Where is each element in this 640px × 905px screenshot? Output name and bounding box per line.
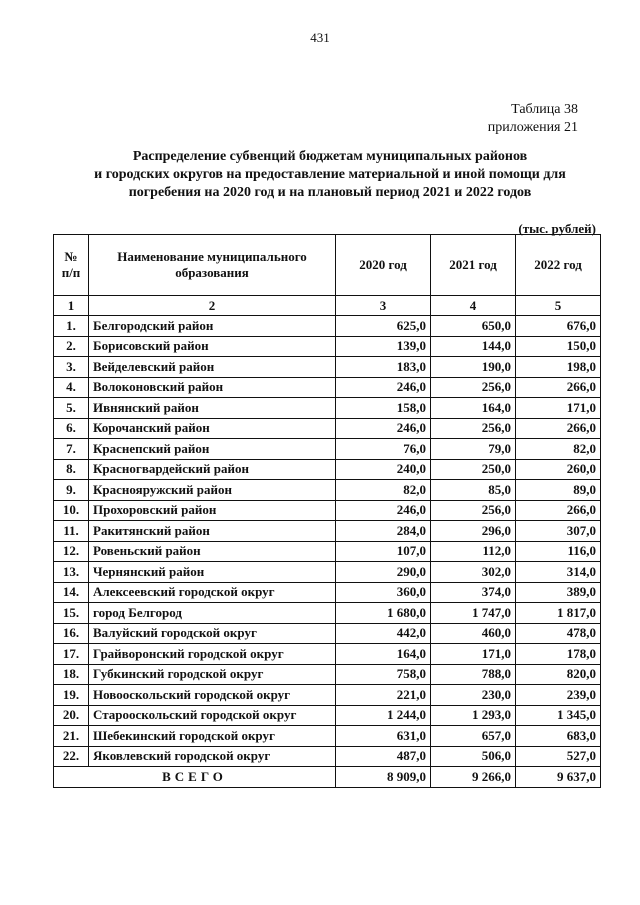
subvention-table: [53, 234, 601, 788]
row-number: 11.: [54, 521, 89, 542]
column-number: 5: [516, 296, 601, 316]
value-2022: 307,0: [516, 521, 601, 542]
table-row: [54, 500, 601, 521]
row-number: 17.: [54, 644, 89, 665]
value-2021: 788,0: [431, 664, 516, 685]
document-title: [60, 148, 600, 202]
column-number: 4: [431, 296, 516, 316]
row-number: 18.: [54, 664, 89, 685]
row-number: 4.: [54, 377, 89, 398]
value-2021: 112,0: [431, 541, 516, 562]
row-name: Губкинский городской округ: [89, 664, 336, 685]
header-2021: 2021 год: [431, 235, 516, 296]
row-name: Старооскольский городской округ: [89, 705, 336, 726]
value-2022: 820,0: [516, 664, 601, 685]
value-2022: 683,0: [516, 726, 601, 747]
title-line-2: и городских округов на предоставление материальной и иной помощи для: [94, 167, 566, 182]
value-2020: 107,0: [336, 541, 431, 562]
header-name: Наименование муниципального образования: [89, 235, 336, 296]
table-row: [54, 562, 601, 583]
table-row: [54, 582, 601, 603]
value-2021: 650,0: [431, 316, 516, 337]
table-row: [54, 357, 601, 378]
header-row: [54, 235, 601, 296]
value-2021: 171,0: [431, 644, 516, 665]
column-number: 1: [54, 296, 89, 316]
value-2022: 171,0: [516, 398, 601, 419]
value-2021: 460,0: [431, 623, 516, 644]
total-2021: 9 266,0: [431, 767, 516, 788]
row-number: 12.: [54, 541, 89, 562]
row-number: 8.: [54, 459, 89, 480]
value-2021: 1 747,0: [431, 603, 516, 624]
value-2021: 302,0: [431, 562, 516, 583]
value-2021: 79,0: [431, 439, 516, 460]
value-2021: 1 293,0: [431, 705, 516, 726]
value-2022: 266,0: [516, 377, 601, 398]
table-row: [54, 685, 601, 706]
row-name: Вейделевский район: [89, 357, 336, 378]
table-row: [54, 726, 601, 747]
column-numbers-row: [54, 296, 601, 316]
row-number: 6.: [54, 418, 89, 439]
value-2021: 164,0: [431, 398, 516, 419]
table-row: [54, 398, 601, 419]
value-2022: 478,0: [516, 623, 601, 644]
row-name: Краснепский район: [89, 439, 336, 460]
value-2021: 657,0: [431, 726, 516, 747]
table-row: [54, 644, 601, 665]
value-2022: 260,0: [516, 459, 601, 480]
row-name: Новооскольский городской округ: [89, 685, 336, 706]
column-number: 3: [336, 296, 431, 316]
column-number: 2: [89, 296, 336, 316]
row-number: 2.: [54, 336, 89, 357]
table-row: [54, 521, 601, 542]
table-row: [54, 418, 601, 439]
row-name: Алексеевский городской округ: [89, 582, 336, 603]
row-number: 3.: [54, 357, 89, 378]
value-2022: 178,0: [516, 644, 601, 665]
row-number: 19.: [54, 685, 89, 706]
value-2021: 190,0: [431, 357, 516, 378]
value-2021: 374,0: [431, 582, 516, 603]
value-2022: 527,0: [516, 746, 601, 767]
total-2020: 8 909,0: [336, 767, 431, 788]
value-2020: 158,0: [336, 398, 431, 419]
row-number: 14.: [54, 582, 89, 603]
total-row: [54, 767, 601, 788]
table-row: [54, 664, 601, 685]
value-2020: 442,0: [336, 623, 431, 644]
total-label: ВСЕГО: [54, 767, 336, 788]
row-name: город Белгород: [89, 603, 336, 624]
value-2020: 246,0: [336, 500, 431, 521]
value-2020: 631,0: [336, 726, 431, 747]
value-2021: 85,0: [431, 480, 516, 501]
header-number-line-1: №: [64, 249, 78, 264]
row-number: 21.: [54, 726, 89, 747]
value-2020: 246,0: [336, 377, 431, 398]
row-name: Корочанский район: [89, 418, 336, 439]
value-2020: 240,0: [336, 459, 431, 480]
value-2021: 256,0: [431, 500, 516, 521]
table-reference: [488, 101, 578, 137]
row-name: Яковлевский городской округ: [89, 746, 336, 767]
table-row: [54, 316, 601, 337]
row-number: 13.: [54, 562, 89, 583]
row-number: 10.: [54, 500, 89, 521]
row-number: 15.: [54, 603, 89, 624]
value-2020: 183,0: [336, 357, 431, 378]
row-name: Ивнянский район: [89, 398, 336, 419]
value-2020: 164,0: [336, 644, 431, 665]
table-ref-line-2: приложения 21: [487, 120, 578, 135]
value-2020: 1 680,0: [336, 603, 431, 624]
value-2022: 116,0: [516, 541, 601, 562]
row-name: Валуйский городской округ: [89, 623, 336, 644]
value-2021: 296,0: [431, 521, 516, 542]
value-2022: 198,0: [516, 357, 601, 378]
table-row: [54, 480, 601, 501]
row-number: 1.: [54, 316, 89, 337]
value-2022: 89,0: [516, 480, 601, 501]
value-2022: 266,0: [516, 500, 601, 521]
value-2020: 139,0: [336, 336, 431, 357]
value-2022: 239,0: [516, 685, 601, 706]
page-number: 431: [310, 30, 330, 45]
row-name: Ракитянский район: [89, 521, 336, 542]
value-2022: 389,0: [516, 582, 601, 603]
value-2020: 76,0: [336, 439, 431, 460]
table-row: [54, 377, 601, 398]
title-line-1: Распределение субвенций бюджетам муниципальных районов: [132, 149, 528, 164]
row-name: Борисовский район: [89, 336, 336, 357]
row-name: Волоконовский район: [89, 377, 336, 398]
row-name: Прохоровский район: [89, 500, 336, 521]
value-2022: 150,0: [516, 336, 601, 357]
value-2022: 676,0: [516, 316, 601, 337]
title-line-3: погребения на 2020 год и на плановый период 2021 и 2022 годов: [128, 185, 532, 200]
row-number: 16.: [54, 623, 89, 644]
row-name: Красногвардейский район: [89, 459, 336, 480]
header-number-line-2: п/п: [61, 265, 81, 280]
row-name: Грайворонский городской округ: [89, 644, 336, 665]
table-row: [54, 603, 601, 624]
table-row: [54, 705, 601, 726]
value-2021: 506,0: [431, 746, 516, 767]
value-2020: 360,0: [336, 582, 431, 603]
value-2021: 230,0: [431, 685, 516, 706]
row-name: Краснояружский район: [89, 480, 336, 501]
row-name: Ровеньский район: [89, 541, 336, 562]
value-2020: 625,0: [336, 316, 431, 337]
row-number: 22.: [54, 746, 89, 767]
value-2020: 221,0: [336, 685, 431, 706]
row-number: 5.: [54, 398, 89, 419]
value-2020: 758,0: [336, 664, 431, 685]
value-2020: 284,0: [336, 521, 431, 542]
value-2021: 256,0: [431, 418, 516, 439]
table-row: [54, 336, 601, 357]
row-name: Чернянский район: [89, 562, 336, 583]
row-number: 7.: [54, 439, 89, 460]
row-name: Белгородский район: [89, 316, 336, 337]
value-2020: 82,0: [336, 480, 431, 501]
value-2021: 144,0: [431, 336, 516, 357]
value-2020: 487,0: [336, 746, 431, 767]
row-number: 20.: [54, 705, 89, 726]
header-2022: 2022 год: [516, 235, 601, 296]
table-row: [54, 746, 601, 767]
value-2021: 256,0: [431, 377, 516, 398]
table-row: [54, 439, 601, 460]
table-ref-line-1: Таблица 38: [511, 102, 578, 117]
value-2022: 1 345,0: [516, 705, 601, 726]
value-2022: 266,0: [516, 418, 601, 439]
table-row: [54, 541, 601, 562]
header-number: [54, 235, 89, 296]
total-2022: 9 637,0: [516, 767, 601, 788]
value-2020: 246,0: [336, 418, 431, 439]
header-2020: 2020 год: [336, 235, 431, 296]
table-row: [54, 623, 601, 644]
value-2020: 290,0: [336, 562, 431, 583]
value-2022: 82,0: [516, 439, 601, 460]
row-number: 9.: [54, 480, 89, 501]
value-2020: 1 244,0: [336, 705, 431, 726]
value-2021: 250,0: [431, 459, 516, 480]
value-2022: 1 817,0: [516, 603, 601, 624]
value-2022: 314,0: [516, 562, 601, 583]
row-name: Шебекинский городской округ: [89, 726, 336, 747]
units-label: (тыс. рублей): [518, 221, 596, 236]
table-row: [54, 459, 601, 480]
